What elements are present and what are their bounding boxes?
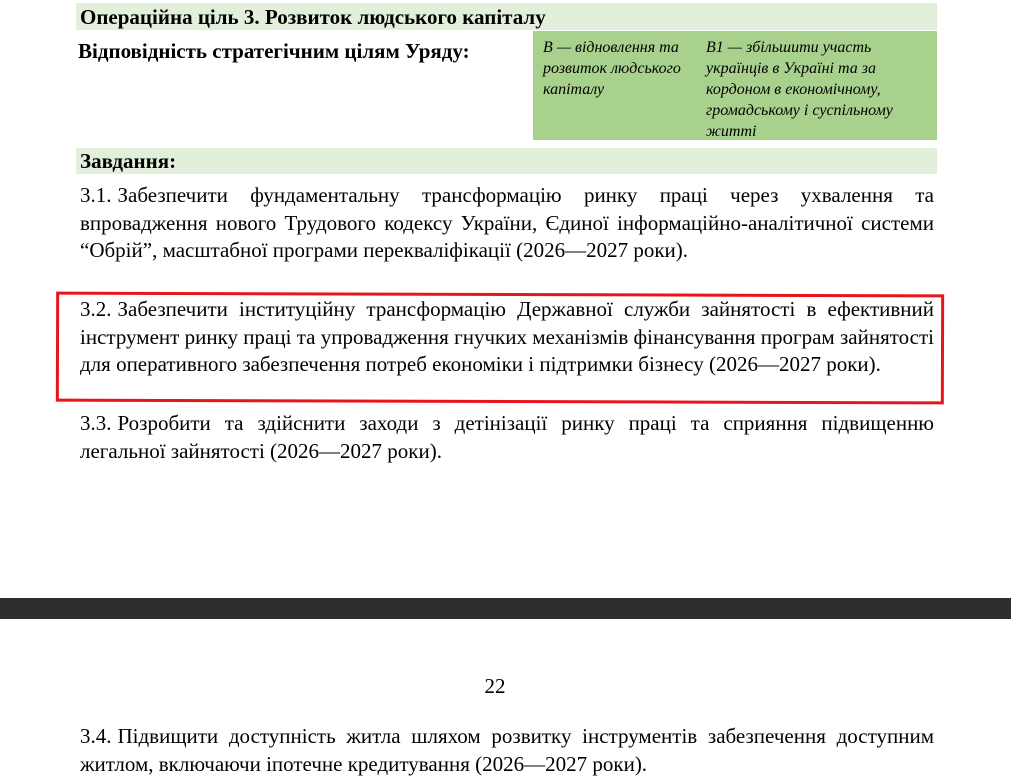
red-highlight-annotation — [56, 292, 944, 405]
tasks-header-band — [76, 148, 937, 174]
task-text: Забезпечити фундаментальну трансформацію ринку праці через ухвалення та впровадження нового Трудового кодексу України, Єдиної інформаційно-аналітичної системи “Обрій”, масштабної програми перекваліфікації (2026—2027 роки). — [80, 183, 934, 262]
page-number: 22 — [484, 674, 506, 698]
task-number: 3.2. — [80, 297, 112, 321]
task-3-1 — [80, 182, 934, 265]
tasks-heading: Завдання: — [80, 149, 177, 173]
strategic-goal-b: В — відновлення та розвиток людського капіталу — [543, 39, 681, 98]
task-number: 3.4. — [80, 724, 112, 748]
government-goals-alignment-label: Відповідність стратегічним цілям Уряду: — [78, 39, 470, 63]
operational-goal-title: Операційна ціль 3. Розвиток людського капіталу — [80, 5, 546, 29]
task-text: Розробити та здійснити заходи з детінізації ринку праці та сприяння підвищенню легальної зайнятості (2026—2027 роки). — [80, 411, 934, 463]
task-text: Забезпечити інституційну трансформацію Державної служби зайнятості в ефективний інструмент ринку праці та упровадження гнучких механізмів фінансування програм зайнятості для оперативного забезпечення потреб економіки і підтримки бізнесу (2026—2027 роки). — [80, 297, 934, 376]
page-separator — [0, 598, 1011, 619]
strategic-goal-b1: В1 — збільшити участь українців в Україні та за кордоном в економічному, громадському і суспільному житті — [706, 39, 893, 140]
task-text: Підвищити доступність житла шляхом розвитку інструментів забезпечення доступним житлом, включаючи іпотечне кредитування (2026—2027 роки). — [80, 724, 934, 776]
task-number: 3.3. — [80, 411, 112, 435]
task-number: 3.1. — [80, 183, 112, 207]
task-3-4 — [80, 723, 934, 778]
task-3-3 — [80, 410, 934, 465]
